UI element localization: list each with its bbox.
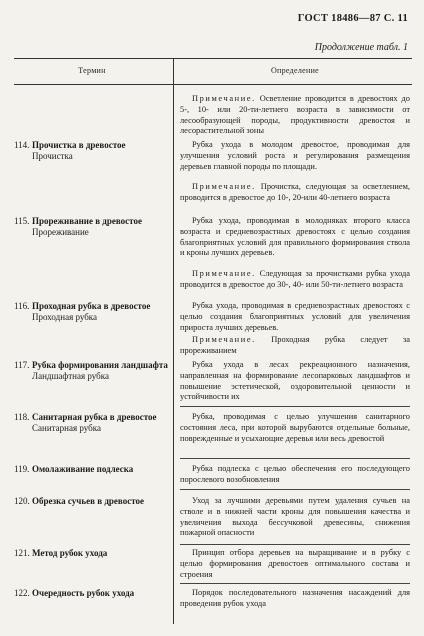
terms-table [14,58,412,624]
definition-separator [180,544,410,545]
definition-116: Рубка ухода, проводимая в средневозрастных древостоях с целью создания благоприятных условий для увеличения прироста лучших деревьев. [180,301,410,332]
definition-separator [180,406,410,407]
definition-114: Рубка ухода в молодом древостое, проводимая для улучшения условий роста и регулирования размещения деревьев главной породы по площади. [180,140,410,171]
definition-note-114: Примечание. Прочистка, следующая за осветлением, проводится в древостое до 10-, 20-или 40-летнего возраста [180,182,410,202]
definition-122: Порядок последовательного назначения насаждений для проведения рубок ухода [180,588,410,608]
definition-separator [180,489,410,490]
definition-note-115: Примечание. Следующая за прочистками рубка ухода проводится в древостое до 30-, 40- или 50-ти-летнего возраста [180,269,410,289]
term-116: 116. Проходная рубка в древостое Проходная рубка [14,301,151,322]
column-header-definition: Определение [270,66,320,75]
definition-note: Примечание. Осветление проводится в древостоях до 5-, 10- или 20-ти-летнего возраста в зависимости от лесообразующей породы, продуктивности древостоя и лесорастительной зоны [180,94,410,136]
term-118: 118. Санитарная рубка в древостое Санитарная рубка [14,412,157,433]
term-122: 122. Очередность рубок ухода [14,588,135,598]
definition-120: Уход за лучшими деревьями путем удаления сучьев на стволе и в нижней части кроны для повышения качества и увеличения выхода бессучковой древесины, снижения пожарной опасности [180,496,410,538]
column-header-term: Термин [78,66,106,75]
term-119: 119. Омолаживание подлеска [14,464,134,474]
term-121: 121. Метод рубок ухода [14,548,108,558]
definition-separator [180,583,410,584]
definition-note-116: Примечание. Проходная рубка следует за прореживанием [180,335,410,355]
term-120: 120. Обрезка сучьев в древостое [14,496,144,506]
table-top-rule [14,58,412,59]
table-continuation-label: Продолжение табл. 1 [314,42,408,53]
definition-119: Рубка подлеска с целью обеспечения его последующего порослевого возобновления [180,464,410,484]
page-header: ГОСТ 18486—87 С. 11 [297,13,408,24]
definition-115: Рубка ухода, проводимая в молодняках второго класса возраста и средневозрастных древостоях с целью создания благоприятных условий для правильного формирования ствола и кроны лучших деревьев. [180,216,410,258]
definition-121: Принцип отбора деревьев на выращивание и в рубку с целью формирования древостоев оптимального состава и строения [180,548,410,579]
term-115: 115. Прореживание в древостое Прореживание [14,216,142,237]
definition-118: Рубка, проводимая с целью улучшения санитарного состояния леса, при которой вырубаются отдельные больные, поврежденные и усыхающие деревья или весь древостой [180,412,410,443]
definition-separator [180,458,410,459]
term-114: 114. Прочистка в древостое Прочистка [14,140,126,161]
definition-117: Рубка ухода в лесах рекреационного назначения, направленная на формирование лесопарковых ландшафтов и повышение эстетической, оздоровительной ценности и устойчивости их [180,360,410,402]
term-117: 117. Рубка формирования ландшафта Ландшафтная рубка [14,360,168,381]
header-bottom-rule [14,84,412,85]
column-divider [173,58,174,624]
